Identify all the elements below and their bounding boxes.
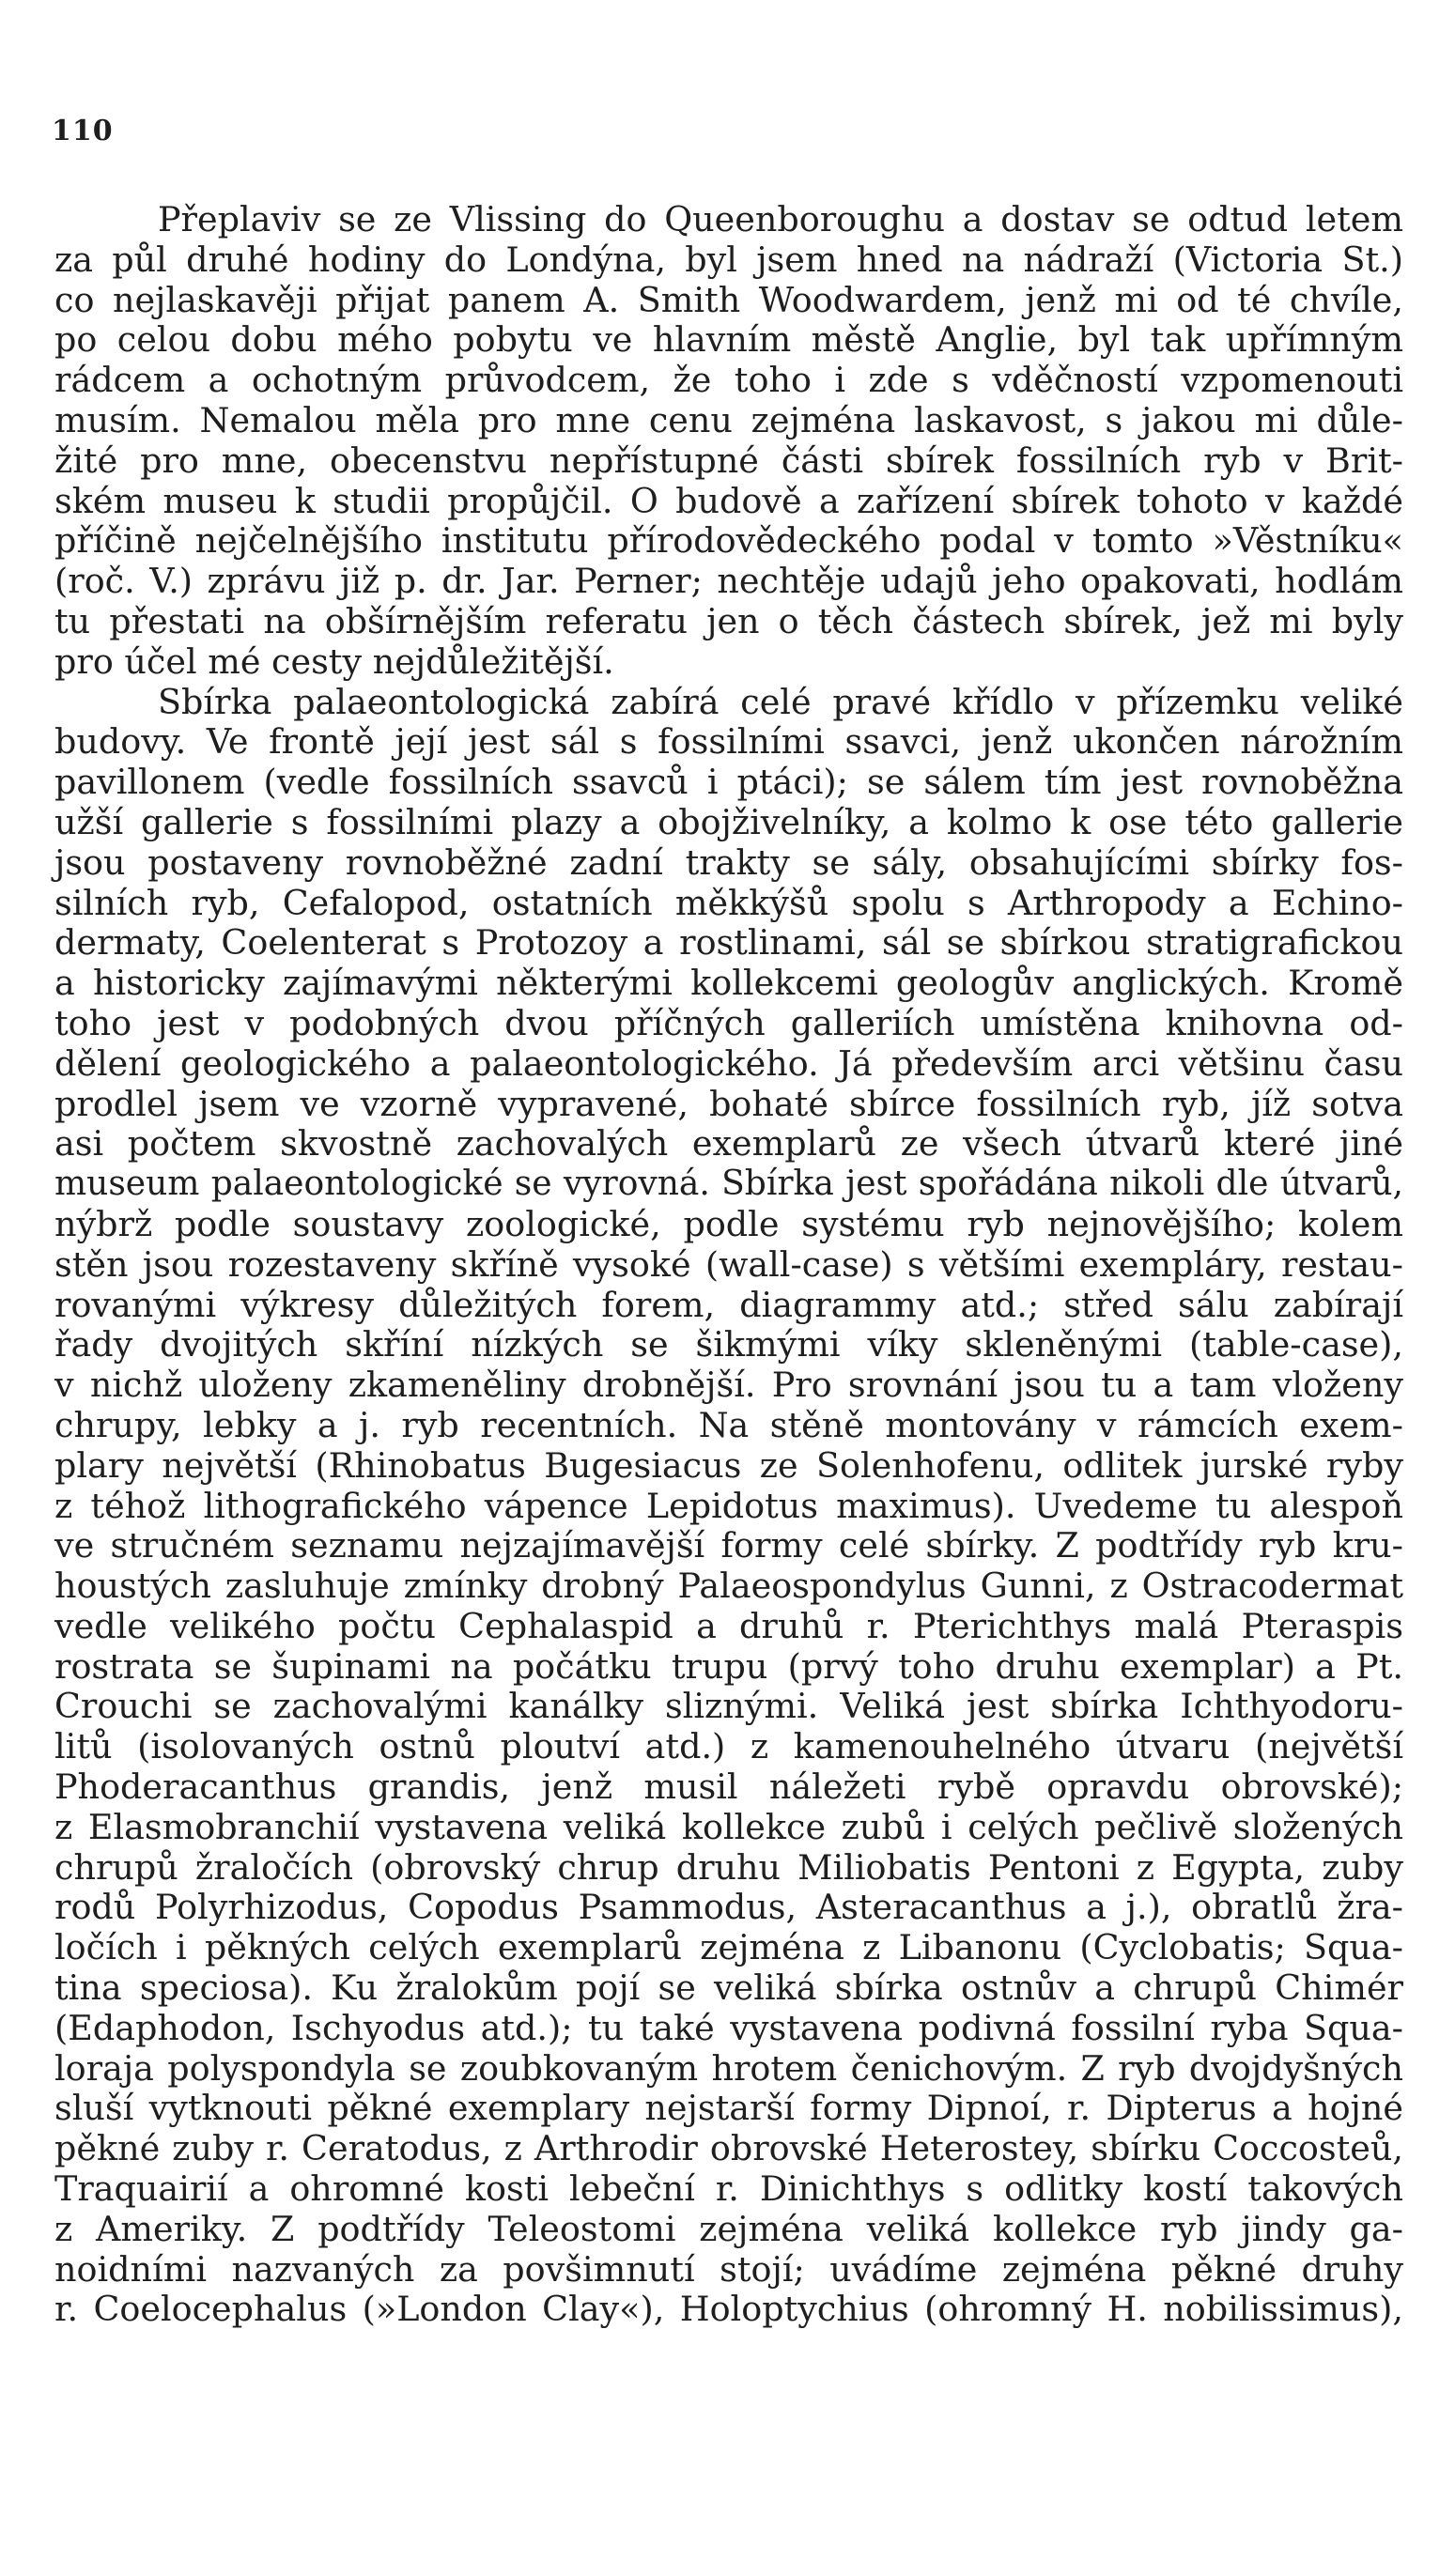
text-line: noidními nazvaných za povšimnutí stojí; uvádíme zejména pěkné druhy <box>54 2248 1403 2290</box>
text-line: z Elasmobranchií vystavena veliká kollekce zubů i celých pečlivě složených <box>54 1806 1403 1847</box>
text-line: nýbrž podle soustavy zoologické, podle systému ryb nejnovějšího; kolem <box>54 1203 1403 1244</box>
body-text <box>54 200 1403 2330</box>
text-line: litů (isolovaných ostnů ploutví atd.) z kamenouhelného útvaru (největší <box>54 1726 1403 1767</box>
text-line: budovy. Ve frontě její jest sál s fossilními ssavci, jenž ukončen nárožním <box>54 721 1403 763</box>
page-number: 110 <box>52 115 114 147</box>
text-line: rádcem a ochotným průvodcem, že toho i zde s vděčností vzpomenouti <box>54 360 1403 401</box>
text-line: ločích i pěkných celých exemplarů zejména z Libanonu (Cyclobatis; Squa- <box>54 1927 1403 1968</box>
text-line: žité pro mne, obecenstvu nepřístupné části sbírek fossilních ryb v Brit- <box>54 440 1403 481</box>
text-line: (Edaphodon, Ischyodus atd.); tu také vystavena podivná fossilní ryba Squa- <box>54 2007 1403 2048</box>
text-line: toho jest v podobných dvou příčných galleriích umístěna knihovna od- <box>54 1002 1403 1043</box>
text-line: pavillonem (vedle fossilních ssavců i ptáci); se sálem tím jest rovnoběžna <box>54 762 1403 803</box>
text-line: vedle velikého počtu Cephalaspid a druhů r. Pterichthys malá Pteraspis <box>54 1605 1403 1646</box>
text-line: jsou postaveny rovnoběžné zadní trakty se sály, obsahujícími sbírky fos- <box>54 841 1403 883</box>
text-line: loraja polyspondyla se zoubkovaným hrotem čenichovým. Z ryb dvojdyšných <box>54 2047 1403 2089</box>
text-line: stěn jsou rozestaveny skříně vysoké (wall-case) s většími exempláry, restau- <box>54 1243 1403 1285</box>
text-line: sluší vytknouti pěkné exemplary nejstarší formy Dipnoí, r. Dipterus a hojné <box>54 2088 1403 2129</box>
text-line: museum palaeontologické se vyrovná. Sbírka jest spořádána nikoli dle útvarů, <box>54 1165 1403 1204</box>
text-line: pro účel mé cesty nejdůležitější. <box>54 640 614 682</box>
text-line: ve stručném seznamu nejzajímavější formy celé sbírky. Z podtřídy ryb kru- <box>54 1525 1403 1566</box>
text-line: dělení geologického a palaeontologického. Já především arci většinu času <box>54 1042 1403 1084</box>
text-line: silních ryb, Cefalopod, ostatních měkkýšů spolu s Arthropody a Echino- <box>54 882 1403 923</box>
text-line: po celou dobu mého pobytu ve hlavním městě Anglie, byl tak upřímným <box>54 319 1403 361</box>
text-line: prodlel jsem ve vzorně vypravené, bohaté sbírce fossilních ryb, jíž sotva <box>54 1083 1403 1124</box>
text-line: houstých zasluhuje zmínky drobný Palaeospondylus Gunni, z Ostracodermat <box>54 1566 1403 1607</box>
text-line: plary největší (Rhinobatus Bugesiacus ze Solenhofenu, odlitek jurské ryby <box>54 1444 1403 1486</box>
text-line: a historicky zajímavými některými kollekcemi geologův anglických. Kromě <box>54 963 1403 1004</box>
text-line: z Ameriky. Z podtřídy Teleostomi zejména veliká kollekce ryb jindy ga- <box>54 2208 1403 2249</box>
text-line: r. Coelocephalus (»London Clay«), Holoptychius (ohromný H. nobilissimus), <box>54 2289 1403 2330</box>
text-line: ském museu k studii propůjčil. O budově a zařízení sbírek tohoto v každé <box>54 480 1403 521</box>
text-line: tina speciosa). Ku žralokům pojí se veliká sbírka ostnův a chrupů Chimér <box>54 1967 1403 2009</box>
text-line: chrupy, lebky a j. ryb recentních. Na stěně montovány v rámcích exem- <box>54 1404 1403 1445</box>
text-line: (roč. V.) zprávu již p. dr. Jar. Perner; nechtěje udajů jeho opakovati, hodlám <box>54 561 1403 602</box>
text-line: asi počtem skvostně zachovalých exemplarů ze všech útvarů které jiné <box>54 1123 1403 1165</box>
text-line: Přeplaviv se ze Vlissing do Queenboroughu a dostav se odtud letem <box>158 199 1403 239</box>
text-line: Crouchi se zachovalými kanálky sliznými. Veliká jest sbírka Ichthyodoru- <box>54 1686 1403 1727</box>
text-line: co nejlaskavěji přijat panem A. Smith Woodwardem, jenž mi od té chvíle, <box>54 279 1403 320</box>
text-line: za půl druhé hodiny do Londýna, byl jsem hned na nádraží (Victoria St.) <box>54 239 1403 280</box>
text-line: řady dvojitých skříní nízkých se šikmými víky skleněnými (table-case), <box>54 1324 1403 1365</box>
text-line: chrupů žraločích (obrovský chrup druhu Miliobatis Pentoni z Egypta, zuby <box>54 1846 1403 1888</box>
text-line: pěkné zuby r. Ceratodus, z Arthrodir obrovské Heterostey, sbírku Coccosteů, <box>54 2128 1403 2169</box>
text-line: tu přestati na obšírnějším referatu jen o těch částech sbírek, jež mi byly <box>54 600 1403 641</box>
text-line: příčině nejčelnějšího institutu přírodovědeckého podal v tomto »Věstníku« <box>54 520 1403 562</box>
text-line: musím. Nemalou měla pro mne cenu zejména laskavost, s jakou mi důle- <box>54 399 1403 440</box>
text-line: dermaty, Coelenterat s Protozoy a rostlinami, sál se sbírkou stratigrafickou <box>54 922 1403 964</box>
text-line: Sbírka palaeontologická zabírá celé pravé křídlo v přízemku veliké <box>158 681 1403 722</box>
text-line: z téhož lithografického vápence Lepidotus maximus). Uvedeme tu alespoň <box>54 1485 1403 1526</box>
text-line: užší gallerie s fossilními plazy a obojživelníky, a kolmo k ose této gallerie <box>54 801 1403 842</box>
text-line: rovanými výkresy důležitých forem, diagrammy atd.; střed sálu zabírají <box>54 1284 1403 1325</box>
text-line: Traquairií a ohromné kosti lebeční r. Dinichthys s odlitky kostí takových <box>54 2168 1403 2210</box>
text-line: Phoderacanthus grandis, jenž musil náležeti rybě opravdu obrovské); <box>54 1766 1403 1808</box>
text-line: rostrata se šupinami na počátku trupu (prvý toho druhu exemplar) a Pt. <box>54 1645 1403 1687</box>
text-line: rodů Polyrhizodus, Copodus Psammodus, Asteracanthus a j.), obratlů žra- <box>54 1887 1403 1928</box>
text-line: v nichž uloženy zkameněliny drobnější. Pro srovnání jsou tu a tam vloženy <box>54 1365 1403 1406</box>
